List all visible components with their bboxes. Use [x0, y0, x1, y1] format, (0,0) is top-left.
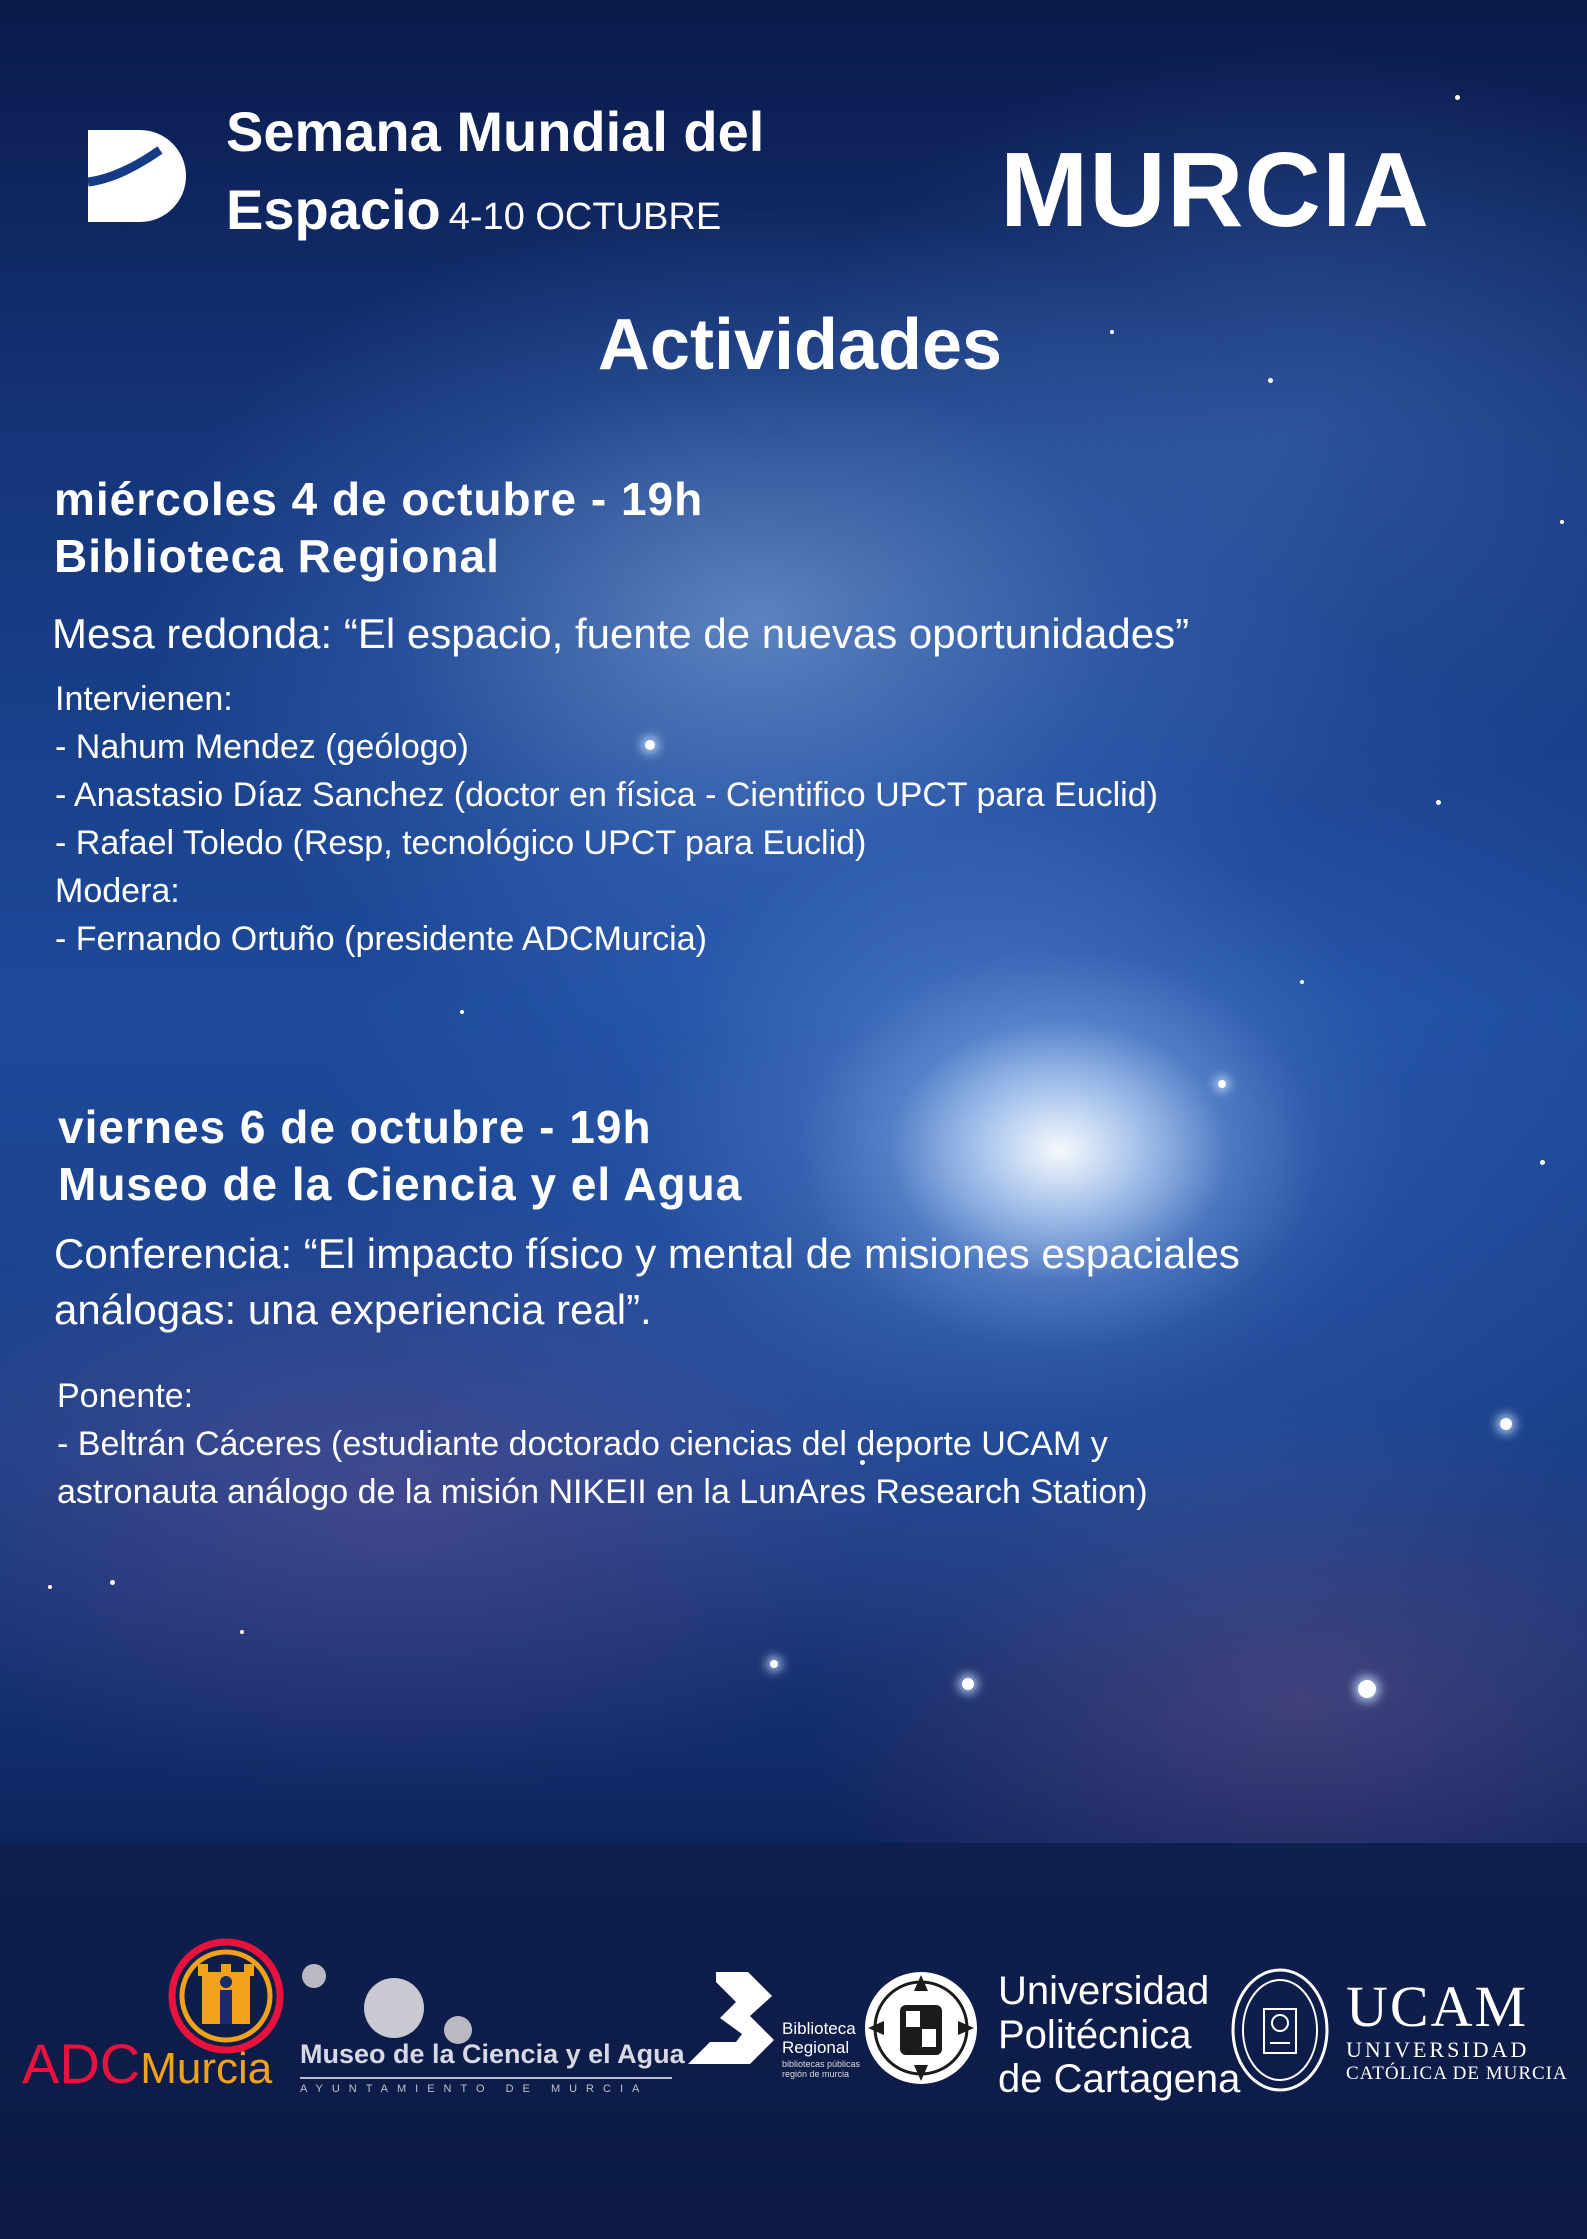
biblioteca-line: Biblioteca [782, 2019, 856, 2038]
star [1500, 1418, 1512, 1430]
biblioteca-sub-line: bibliotecas públicas [782, 2059, 861, 2069]
event2-line: astronauta análogo de la misión NIKEII en la LunAres Research Station) [57, 1473, 1148, 1511]
museo-label: Museo de la Ciencia y el Agua [300, 2039, 685, 2069]
ucam-wordmark [1346, 1974, 1568, 2085]
star [962, 1678, 974, 1690]
event-dates: 4-10 OCTUBRE [448, 196, 722, 238]
event1-line: - Fernando Ortuño (presidente ADCMurcia) [55, 920, 707, 958]
event1-venue: Biblioteca Regional [54, 530, 500, 582]
star [1540, 1160, 1545, 1165]
sponsors-footer [0, 1843, 1587, 2239]
star [1436, 800, 1441, 805]
world-space-week-logo-icon [80, 122, 186, 228]
event2-talk-line: Conferencia: “El impacto físico y mental de misiones espaciales [54, 1230, 1240, 1277]
event1-line: - Nahum Mendez (geólogo) [55, 728, 469, 766]
adc-murcia-wordmark [22, 2031, 272, 2096]
event2-talk-line: análogas: una experiencia real”. [54, 1286, 652, 1333]
star [1358, 1680, 1376, 1698]
event1-line: - Rafael Toledo (Resp, tecnológico UPCT para Euclid) [55, 824, 867, 862]
event1-line: Intervienen: [55, 680, 233, 718]
star [1218, 1080, 1226, 1088]
event1-line: Modera: [55, 872, 180, 910]
ucam-seal-icon [1230, 1967, 1330, 2093]
event2-venue: Museo de la Ciencia y el Agua [58, 1158, 743, 1210]
upct-wordmark [998, 1969, 1240, 2101]
upct-line: Politécnica [998, 2013, 1192, 2057]
biblioteca-sub-label [782, 2059, 860, 2079]
event-title-word: Espacio [226, 178, 441, 241]
event2-line: - Beltrán Cáceres (estudiante doctorado ciencias del deporte UCAM y [57, 1425, 1108, 1463]
museo-sub-label: AYUNTAMIENTO DE MURCIA [300, 2083, 649, 2095]
upct-line: Universidad [998, 1969, 1210, 2013]
event2-date: viernes 6 de octubre - 19h [58, 1101, 652, 1153]
event2-details [57, 1372, 1148, 1516]
adc-text: ADC [22, 2032, 141, 2095]
ucam-sub-line: CATÓLICA DE MURCIA [1346, 2063, 1568, 2084]
city-title: MURCIA [1000, 131, 1430, 249]
biblioteca-line: Regional [782, 2038, 850, 2057]
biblioteca-sub-line: región de murcia [782, 2069, 850, 2079]
star [1560, 520, 1564, 524]
event2-line: Ponente: [57, 1377, 194, 1415]
event1-talk: Mesa redonda: “El espacio, fuente de nuevas oportunidades” [52, 610, 1190, 657]
star [1455, 95, 1460, 100]
event2-talk [54, 1226, 1240, 1338]
event1-line: - Anastasio Díaz Sanchez (doctor en física - Cientifico UPCT para Euclid) [55, 776, 1158, 814]
event-title-line1: Semana Mundial del [226, 100, 765, 163]
star [770, 1660, 778, 1668]
section-title: Actividades [597, 305, 1003, 385]
event1-date: miércoles 4 de octubre - 19h [54, 473, 704, 525]
ucam-sub-line: UNIVERSIDAD [1346, 2037, 1530, 2062]
murcia-text: Murcia [140, 2044, 273, 2093]
upct-seal-icon [862, 1969, 980, 2087]
biblioteca-label [782, 2019, 856, 2057]
biblioteca-regional-icon [680, 1968, 780, 2068]
star [460, 1010, 464, 1014]
star [240, 1630, 244, 1634]
upct-line: de Cartagena [998, 2057, 1241, 2101]
event1-details [55, 675, 1158, 963]
star [48, 1585, 52, 1589]
museo-divider [300, 2077, 672, 2079]
star [110, 1580, 115, 1585]
event-title-line2 [226, 178, 721, 249]
ucam-name: UCAM [1346, 1974, 1529, 2039]
star [1300, 980, 1304, 984]
